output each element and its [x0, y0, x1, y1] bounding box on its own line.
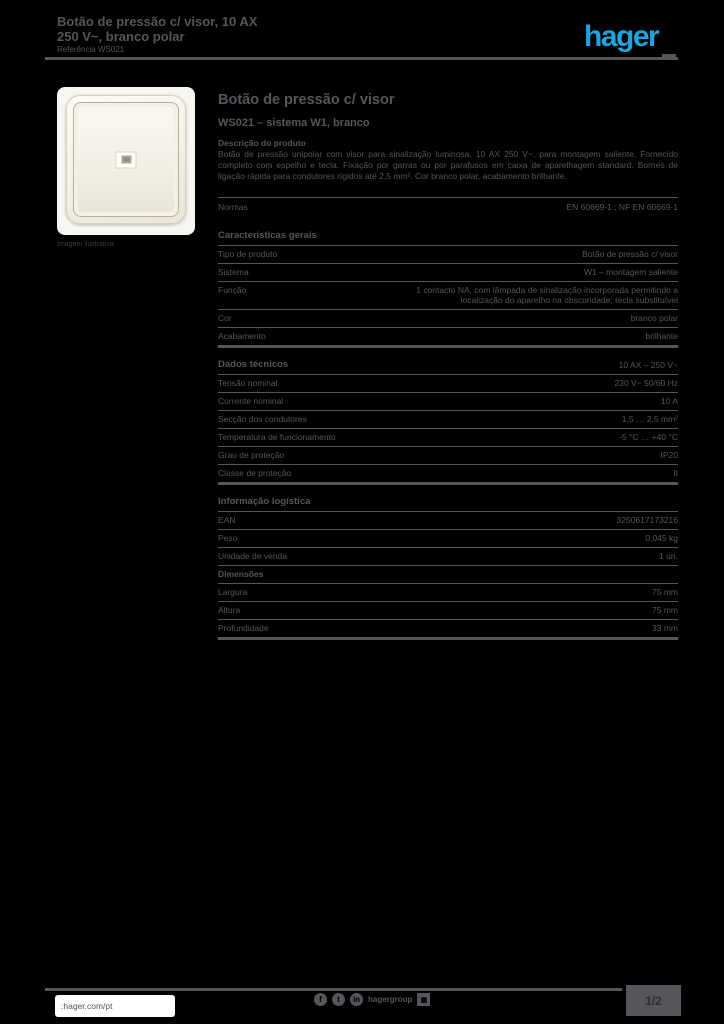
spec-value: branco polar	[630, 313, 678, 323]
spec-row	[218, 375, 678, 393]
hager-logo-mark	[662, 54, 676, 58]
spec-label: Temperatura de funcionamento	[218, 432, 336, 442]
spec-value: 3250617173216	[616, 515, 678, 525]
facebook-icon[interactable]: f	[314, 993, 327, 1006]
spec-value: 0,045 kg	[645, 533, 678, 543]
spec-value: IP20	[660, 450, 678, 460]
spec-value: -5 °C … +40 °C	[619, 432, 678, 442]
spec-label: Dimensões	[218, 569, 264, 579]
spec-label: Altura	[218, 605, 241, 615]
description-paragraph: Botão de pressão unipolar com visor para sinalização luminosa, 10 AX 250 V~, para montagem saliente. Fornecido completo com espelho e tecla. Fixação por garras ou por parafusos em caixa de aparelhagem standard. Bornes de ligação rápida para condutores rígidos até 2,5 mm². Cor branco polar, acabamento brilhante.	[218, 149, 678, 181]
standards-value: EN 60669-1 ; NF EN 60669-1	[566, 202, 678, 212]
spec-row	[218, 465, 678, 482]
spec-row	[218, 602, 678, 620]
spec-label: Largura	[218, 587, 248, 597]
linkedin-icon[interactable]: in	[350, 993, 363, 1006]
hager-logo: hager	[584, 20, 659, 53]
spec-value: 75 mm	[652, 587, 678, 597]
spec-section	[218, 494, 678, 640]
spec-label: Cor	[218, 313, 232, 323]
spec-label: Peso	[218, 533, 238, 543]
spec-section	[218, 228, 678, 348]
section-title: Dados técnicos	[218, 359, 289, 370]
spec-value: 1,5 … 2,5 mm²	[621, 414, 678, 424]
spec-label: Função	[218, 285, 247, 295]
spec-row	[218, 566, 678, 584]
section-header-row	[218, 228, 678, 246]
twitter-icon[interactable]: t	[332, 993, 345, 1006]
spec-label: Secção dos condutores	[218, 414, 307, 424]
spec-row	[218, 447, 678, 465]
switch-bezel	[66, 95, 186, 224]
footer-divider	[45, 988, 622, 991]
header-reference: Referência WS021	[57, 45, 125, 54]
section-title: Características gerais	[218, 230, 317, 241]
spec-row	[218, 512, 678, 530]
section-header-row	[218, 494, 678, 512]
header-title-line2: 250 V~, branco polar	[57, 29, 185, 44]
spec-label: Tipo de produto	[218, 249, 278, 259]
spec-value: W1 – montagem saliente	[583, 267, 678, 277]
spec-section	[218, 357, 678, 485]
header-divider	[45, 57, 678, 60]
switch-frame	[73, 102, 179, 217]
spec-value: 10 A	[660, 396, 678, 406]
spec-label: Tensão nominal	[218, 378, 278, 388]
spec-label: Grau de proteção	[218, 450, 285, 460]
spec-value: brilhante	[645, 331, 678, 341]
standards-row	[218, 197, 678, 212]
spec-label: EAN	[218, 515, 236, 525]
spec-row	[218, 584, 678, 602]
spec-label: Classe de proteção	[218, 468, 292, 478]
spec-label: Profundidade	[218, 623, 269, 633]
header-title-line1: Botão de pressão c/ visor, 10 AX	[57, 14, 258, 29]
spec-row	[218, 310, 678, 328]
qr-code-icon: ▦	[417, 993, 430, 1006]
spec-row	[218, 429, 678, 447]
spec-row	[218, 620, 678, 637]
spec-value: Botão de pressão c/ visor	[582, 249, 678, 259]
standards-label: Normas	[218, 202, 248, 212]
spec-value: 230 V~ 50/60 Hz	[614, 378, 678, 388]
spec-label: Sistema	[218, 267, 249, 277]
spec-value: II	[673, 468, 678, 478]
spec-row	[218, 530, 678, 548]
product-subtitle: WS021 – sistema W1, branco	[218, 117, 370, 129]
spec-value: 1 contacto NA, com lâmpada de sinalização incorporada permitindo a localização do aparelho na obscuridade; tecla substituível	[416, 285, 678, 305]
spec-value: 10 AX – 250 V~	[618, 360, 678, 370]
section-title: Informação logística	[218, 496, 311, 507]
spec-row	[218, 548, 678, 566]
website-link[interactable]: :hager.com/pt	[55, 995, 175, 1017]
spec-value: 33 mm	[652, 623, 678, 633]
product-title: Botão de pressão c/ visor	[218, 92, 395, 108]
spec-label: Acabamento	[218, 331, 266, 341]
spec-table	[218, 228, 678, 649]
product-image	[57, 87, 195, 235]
spec-row	[218, 328, 678, 345]
spec-value: 75 mm	[652, 605, 678, 615]
spec-label: Corrente nominal	[218, 396, 284, 406]
switch-rocker	[78, 107, 174, 212]
spec-row	[218, 411, 678, 429]
switch-indicator-lens	[121, 156, 131, 164]
switch-indicator-window	[116, 151, 137, 168]
spec-label: Unidade de venda	[218, 551, 288, 561]
image-caption: Imagem ilustrativa	[57, 241, 114, 248]
section-header-row	[218, 357, 678, 375]
spec-row	[218, 246, 678, 264]
spec-value: 1 un.	[659, 551, 678, 561]
footer-social	[314, 993, 430, 1006]
spec-row	[218, 282, 678, 310]
spec-row	[218, 393, 678, 411]
hagergroup-label[interactable]: hagergroup	[368, 995, 413, 1004]
description-label: Descrição do produto	[218, 138, 306, 148]
spec-row	[218, 264, 678, 282]
page-number-badge: 1/2	[626, 985, 681, 1016]
